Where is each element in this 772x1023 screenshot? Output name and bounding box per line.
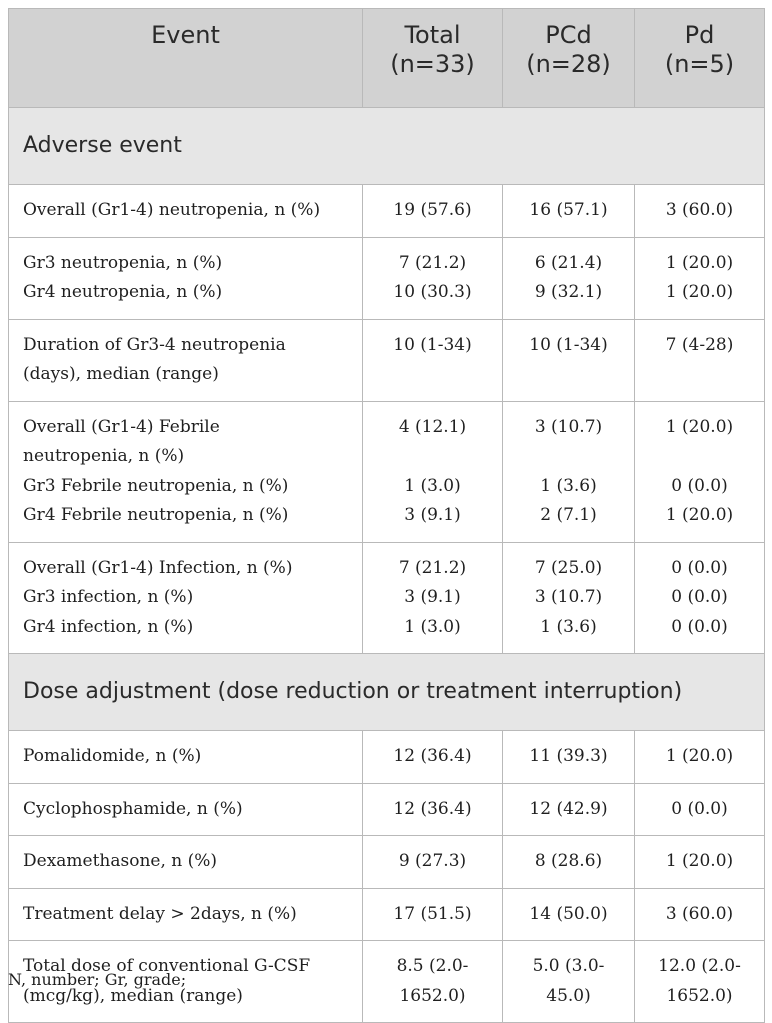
row-label-line: Overall (Gr1-4) neutropenia, n (%)	[23, 200, 321, 220]
pd-cell-line: 1 (20.0)	[665, 252, 734, 273]
pcd-cell-line: 3 (10.7)	[534, 416, 603, 437]
total-cell-line: 9 (27.3)	[398, 851, 467, 871]
header-event-label: Event	[151, 21, 220, 49]
total-cell-line: 4 (12.1)	[398, 416, 467, 437]
pd-cell-line: 1 (20.0)	[665, 416, 734, 437]
row-label-line: Total dose of conventional G-CSF	[23, 956, 311, 976]
table-row	[9, 542, 765, 654]
row-label-line: Pomalidomide, n (%)	[23, 746, 202, 766]
pcd-cell-line: 11 (39.3)	[529, 746, 608, 766]
table-row	[9, 319, 765, 401]
pcd-cell	[503, 401, 635, 542]
pcd-cell-line: 10 (1-34)	[529, 334, 608, 355]
table-row	[9, 401, 765, 542]
row-label	[9, 542, 363, 654]
table-header	[9, 9, 765, 108]
pd-cell-line: 0 (0.0)	[671, 587, 728, 607]
pcd-cell-line	[503, 442, 634, 472]
pcd-cell-line: 5.0 (3.0-	[532, 956, 605, 976]
pd-cell-line: 0 (0.0)	[671, 475, 728, 496]
table-row	[9, 185, 765, 238]
pd-cell-line: 0 (0.0)	[671, 557, 728, 578]
pcd-cell	[503, 836, 635, 889]
row-label-line: Gr3 infection, n (%)	[23, 587, 194, 607]
pd-cell-line: 1 (20.0)	[665, 746, 734, 766]
row-label-line: Gr4 infection, n (%)	[23, 616, 194, 637]
pcd-cell	[503, 888, 635, 941]
pcd-cell-line: 1 (3.6)	[540, 616, 597, 637]
row-label	[9, 237, 363, 319]
row-label-line: Overall (Gr1-4) Infection, n (%)	[23, 557, 293, 578]
pd-cell-line: 3 (60.0)	[665, 903, 734, 924]
row-label-line: Treatment delay > 2days, n (%)	[23, 903, 297, 924]
pd-cell	[635, 319, 765, 401]
header-total-label: Total	[404, 21, 461, 49]
pcd-cell-line: 2 (7.1)	[540, 505, 597, 525]
row-label-line: Gr4 neutropenia, n (%)	[23, 282, 223, 302]
pcd-cell	[503, 783, 635, 836]
total-cell-line: 10 (30.3)	[393, 282, 472, 302]
row-label	[9, 731, 363, 784]
pcd-cell-line: 45.0)	[546, 985, 591, 1006]
total-cell-line: 12 (36.4)	[393, 746, 472, 766]
row-label-line: Overall (Gr1-4) Febrile	[23, 416, 220, 437]
row-label-line: Gr3 Febrile neutropenia, n (%)	[23, 475, 289, 496]
pd-cell-line: 1652.0)	[666, 985, 733, 1006]
pd-cell	[635, 888, 765, 941]
total-cell-line	[363, 442, 502, 472]
pcd-cell	[503, 185, 635, 238]
table-row	[9, 888, 765, 941]
header-pd-count: (n=5)	[664, 50, 735, 78]
pd-cell	[635, 401, 765, 542]
header-total-count: (n=33)	[390, 50, 475, 78]
pcd-cell	[503, 542, 635, 654]
total-cell-line: 7 (21.2)	[398, 252, 467, 273]
pcd-cell-line: 3 (10.7)	[534, 587, 603, 607]
header-total	[363, 9, 503, 108]
total-cell-line: 1 (3.0)	[404, 616, 461, 637]
total-cell-line: 17 (51.5)	[393, 903, 472, 924]
total-cell	[363, 319, 503, 401]
table-row	[9, 836, 765, 889]
header-pcd-label: PCd	[545, 21, 592, 49]
header-pcd-count: (n=28)	[526, 50, 611, 78]
table-row	[9, 731, 765, 784]
pcd-cell	[503, 941, 635, 1023]
pcd-cell	[503, 319, 635, 401]
section-row	[9, 108, 765, 185]
row-label-line: neutropenia, n (%)	[23, 446, 185, 466]
pcd-cell-line: 16 (57.1)	[529, 200, 608, 220]
total-cell-line: 3 (9.1)	[404, 587, 461, 607]
pcd-cell	[503, 731, 635, 784]
total-cell-line: 7 (21.2)	[398, 557, 467, 578]
pd-cell-line: 0 (0.0)	[671, 798, 728, 819]
pd-cell	[635, 542, 765, 654]
pd-cell	[635, 836, 765, 889]
pcd-cell-line: 7 (25.0)	[534, 557, 603, 578]
pd-cell-line: 7 (4-28)	[665, 334, 734, 355]
total-cell	[363, 888, 503, 941]
total-cell	[363, 401, 503, 542]
total-cell	[363, 185, 503, 238]
total-cell-line: 1 (3.0)	[404, 475, 461, 496]
pcd-cell-line: 6 (21.4)	[534, 252, 603, 273]
total-cell-line: 1652.0)	[399, 985, 466, 1006]
pd-cell-line: 12.0 (2.0-	[658, 956, 741, 976]
pd-cell	[635, 185, 765, 238]
total-cell	[363, 783, 503, 836]
header-pd-label: Pd	[684, 21, 715, 49]
pd-cell	[635, 783, 765, 836]
row-label-line: (mcg/kg), median (range)	[23, 985, 243, 1006]
total-cell-line: 10 (1-34)	[393, 334, 472, 355]
pd-cell	[635, 731, 765, 784]
pd-cell	[635, 941, 765, 1023]
row-label	[9, 401, 363, 542]
pcd-cell-line: 1 (3.6)	[540, 475, 597, 496]
total-cell	[363, 941, 503, 1023]
row-label	[9, 888, 363, 941]
section-title: Dose adjustment (dose reduction or treatment interruption)	[9, 654, 765, 731]
pd-cell-line: 0 (0.0)	[671, 616, 728, 637]
total-cell-line: 8.5 (2.0-	[396, 956, 469, 976]
pd-cell-line: 1 (20.0)	[665, 851, 734, 871]
pcd-cell-line: 9 (32.1)	[534, 282, 603, 302]
pd-cell-line	[635, 442, 764, 472]
table-row	[9, 237, 765, 319]
section-title: Adverse event	[9, 108, 765, 185]
table-body	[9, 108, 765, 1023]
pd-cell	[635, 237, 765, 319]
total-cell	[363, 237, 503, 319]
header-pd	[635, 9, 765, 108]
row-label	[9, 783, 363, 836]
pcd-cell	[503, 237, 635, 319]
total-cell-line: 19 (57.6)	[393, 200, 472, 220]
total-cell-line: 3 (9.1)	[404, 505, 461, 525]
total-cell	[363, 731, 503, 784]
total-cell	[363, 836, 503, 889]
section-row	[9, 654, 765, 731]
row-label-line: Gr4 Febrile neutropenia, n (%)	[23, 505, 289, 525]
row-label-line: Cyclophosphamide, n (%)	[23, 798, 243, 819]
pd-cell-line: 3 (60.0)	[665, 200, 734, 220]
row-label-line: Duration of Gr3-4 neutropenia	[23, 334, 286, 355]
row-label-line: Gr3 neutropenia, n (%)	[23, 252, 223, 273]
header-pcd	[503, 9, 635, 108]
row-label	[9, 185, 363, 238]
total-cell	[363, 542, 503, 654]
adverse-events-table	[8, 8, 765, 1023]
row-label-line: Dexamethasone, n (%)	[23, 851, 218, 871]
total-cell-line: 12 (36.4)	[393, 798, 472, 819]
row-label-line: (days), median (range)	[23, 364, 219, 384]
header-event	[9, 9, 363, 108]
header-row	[9, 9, 765, 108]
pd-cell-line: 1 (20.0)	[665, 282, 734, 302]
table-footnote: N, number; Gr, grade;	[8, 970, 187, 989]
pcd-cell-line: 14 (50.0)	[529, 903, 608, 924]
row-label	[9, 319, 363, 401]
table-row	[9, 783, 765, 836]
row-label	[9, 836, 363, 889]
pcd-cell-line: 12 (42.9)	[529, 798, 608, 819]
pcd-cell-line: 8 (28.6)	[534, 851, 603, 871]
pd-cell-line: 1 (20.0)	[665, 505, 734, 525]
